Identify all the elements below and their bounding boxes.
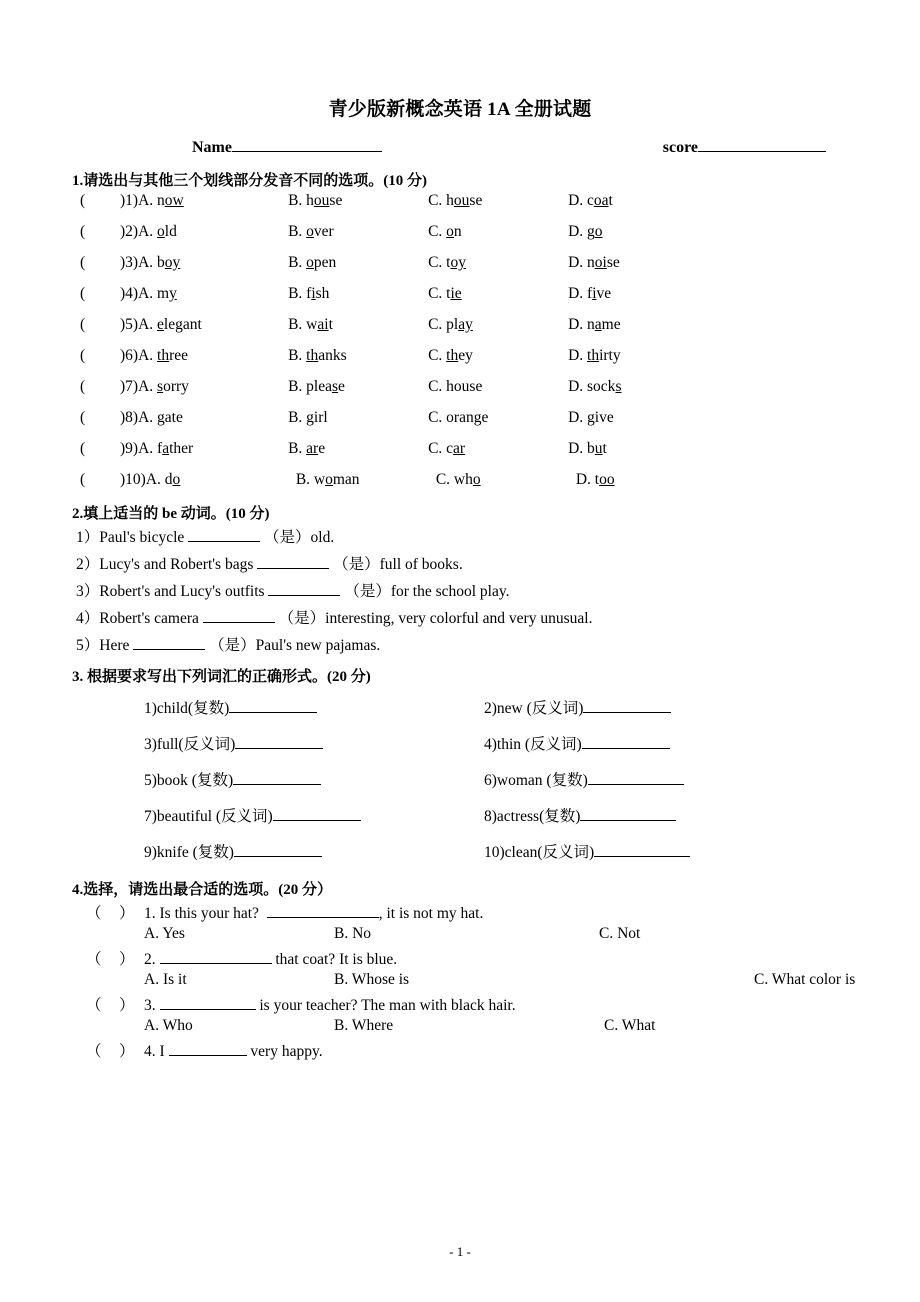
item-text-pre: Lucy's and Robert's bags — [99, 556, 258, 573]
option-d[interactable]: D. but — [568, 440, 607, 457]
answer-bracket[interactable]: （ ） — [86, 951, 136, 968]
answer-bracket[interactable]: ( — [80, 347, 86, 364]
fill-blank-item — [72, 579, 848, 601]
option-c[interactable]: C. Not — [599, 925, 641, 942]
question-number: )7) — [120, 378, 139, 395]
answer-blank[interactable] — [133, 649, 205, 650]
option-d[interactable]: D. coat — [568, 192, 613, 209]
answer-blank[interactable] — [583, 712, 671, 713]
question-text: 4. I very happy. — [144, 1043, 323, 1060]
choice-question — [72, 1039, 848, 1061]
question-row — [72, 409, 848, 427]
word-item-label: 2)new (反义词) — [484, 700, 584, 717]
answer-bracket[interactable]: ( — [80, 192, 86, 209]
answer-bracket[interactable]: （ ） — [86, 1043, 136, 1060]
option-b[interactable]: B. wait — [288, 316, 333, 333]
question-row — [72, 471, 848, 489]
section-1-heading: 1.请选出与其他三个划线部分发音不同的选项。(10 分) — [72, 173, 427, 189]
word-item-label: 5)book (复数) — [144, 772, 234, 789]
choice-options — [72, 925, 848, 943]
answer-bracket[interactable]: ( — [80, 471, 86, 488]
section-3-heading: 3. 根据要求写出下列词汇的正确形式。(20 分) — [72, 669, 371, 685]
answer-blank[interactable] — [229, 712, 317, 713]
option-b[interactable]: B. over — [288, 223, 334, 240]
answer-blank[interactable] — [203, 622, 275, 623]
option-c[interactable]: C. tie — [428, 285, 462, 302]
word-item-label: 6)woman (复数) — [484, 772, 588, 789]
choice-question — [72, 901, 848, 923]
word-item-label: 9)knife (复数) — [144, 844, 234, 861]
section-2-heading: 2.填上适当的 be 动词。(10 分) — [72, 506, 270, 522]
item-text-pre: Robert's camera — [99, 610, 203, 627]
question-row — [72, 316, 848, 334]
option-a[interactable]: A. my — [138, 285, 177, 302]
answer-bracket[interactable]: ( — [80, 409, 86, 426]
item-text-pre: Paul's bicycle — [99, 529, 189, 546]
word-item — [484, 840, 848, 862]
answer-blank[interactable] — [594, 856, 690, 857]
word-item — [484, 768, 848, 790]
answer-blank[interactable] — [235, 748, 323, 749]
answer-blank[interactable] — [580, 820, 676, 821]
option-c[interactable]: C. What color is — [754, 971, 856, 988]
option-d[interactable]: D. give — [568, 409, 614, 426]
option-a[interactable]: A. gate — [138, 409, 183, 426]
answer-bracket[interactable]: （ ） — [86, 997, 136, 1014]
answer-blank[interactable] — [268, 595, 340, 596]
word-item-label: 7)beautiful (反义词) — [144, 808, 273, 825]
question-number: )1) — [120, 192, 139, 209]
question-text: 1. Is this your hat? , it is not my hat. — [144, 905, 484, 922]
fill-blank-item — [72, 633, 848, 655]
answer-blank[interactable] — [234, 856, 322, 857]
word-item-label: 3)full(反义词) — [144, 736, 236, 753]
question-number: )4) — [120, 285, 139, 302]
word-item-label: 1)child(复数) — [144, 700, 230, 717]
option-d[interactable]: D. name — [568, 316, 621, 333]
word-item — [144, 804, 484, 826]
answer-blank[interactable] — [160, 963, 272, 964]
option-b[interactable]: B. woman — [295, 471, 360, 488]
answer-blank[interactable] — [169, 1055, 247, 1056]
word-item — [144, 768, 484, 790]
word-item-label: 10)clean(反义词) — [484, 844, 595, 861]
item-number: 5） — [76, 637, 100, 654]
page-title: 青少版新概念英语 1A 全册试题 — [328, 99, 592, 120]
option-b[interactable]: B. open — [288, 254, 337, 271]
option-a[interactable]: A. Yes — [144, 925, 185, 942]
option-a[interactable]: A. elegant — [138, 316, 202, 333]
answer-blank[interactable] — [588, 784, 684, 785]
question-row — [72, 378, 848, 396]
option-c[interactable]: C. house — [428, 378, 483, 395]
section-1-items — [72, 192, 848, 489]
question-number: )9) — [120, 440, 139, 457]
fill-blank-item — [72, 552, 848, 574]
answer-bracket[interactable]: ( — [80, 440, 86, 457]
option-b[interactable]: B. Where — [334, 1017, 394, 1034]
choice-question — [72, 947, 848, 969]
question-row — [72, 285, 848, 303]
option-d[interactable]: D. too — [575, 471, 615, 488]
word-item-label: 8)actress(复数) — [484, 808, 581, 825]
answer-blank[interactable] — [257, 568, 329, 569]
option-b[interactable]: B. are — [288, 440, 326, 457]
word-item — [144, 840, 484, 862]
question-row — [72, 192, 848, 210]
name-score-row — [72, 139, 848, 157]
question-number: )10) — [120, 471, 146, 488]
answer-blank[interactable] — [233, 784, 321, 785]
item-number: 4） — [76, 610, 100, 627]
section-4-heading: 4.选择，请选出最合适的选项。(20 分） — [72, 882, 332, 898]
page-footer: - 1 - — [449, 1244, 471, 1259]
answer-blank[interactable] — [160, 1009, 256, 1010]
option-d[interactable]: D. socks — [568, 378, 622, 395]
question-row — [72, 440, 848, 458]
section-3-items — [72, 696, 848, 862]
word-item — [484, 804, 848, 826]
answer-bracket[interactable]: ( — [80, 378, 86, 395]
fill-blank-item — [72, 525, 848, 547]
word-item-label: 4)thin (反义词) — [484, 736, 582, 753]
answer-blank[interactable] — [188, 541, 260, 542]
option-a[interactable]: A. do — [145, 471, 181, 488]
item-text-post: （是）full of books. — [329, 556, 463, 573]
option-a[interactable]: A. boy — [138, 254, 181, 271]
fill-blank-item — [72, 606, 848, 628]
option-c[interactable]: C. car — [428, 440, 466, 457]
score-field-label: score — [663, 139, 848, 157]
choice-options — [72, 971, 856, 989]
question-text: 3. is your teacher? The man with black hair. — [144, 997, 516, 1014]
option-d[interactable]: D. thirty — [568, 347, 621, 364]
answer-bracket[interactable]: （ ） — [86, 905, 136, 922]
question-number: )3) — [120, 254, 139, 271]
option-d[interactable]: D. noise — [568, 254, 620, 271]
option-b[interactable]: B. Whose is — [334, 971, 410, 988]
answer-blank[interactable] — [273, 820, 361, 821]
option-c[interactable]: C. toy — [428, 254, 466, 271]
item-text-post: （是）old. — [260, 529, 335, 546]
choice-options — [72, 1017, 848, 1035]
option-a[interactable]: A. old — [138, 223, 177, 240]
option-b[interactable]: B. house — [288, 192, 343, 209]
answer-bracket[interactable]: ( — [80, 316, 86, 333]
answer-bracket[interactable]: ( — [80, 254, 86, 271]
option-b[interactable]: B. fish — [288, 285, 330, 302]
question-row — [72, 347, 848, 365]
option-d[interactable]: D. go — [568, 223, 603, 240]
option-a[interactable]: A. three — [138, 347, 189, 364]
item-number: 2） — [76, 556, 100, 573]
item-text-post: （是）for the school play. — [340, 583, 510, 600]
word-item — [144, 696, 484, 718]
option-a[interactable]: A. father — [138, 440, 194, 457]
option-b[interactable]: B. please — [288, 378, 345, 395]
option-b[interactable]: B. thanks — [288, 347, 347, 364]
option-b[interactable]: B. girl — [288, 409, 328, 426]
item-text-post: （是）interesting, very colorful and very unusual. — [274, 610, 593, 627]
option-a[interactable]: A. Who — [144, 1017, 193, 1034]
option-c[interactable]: C. What — [604, 1017, 656, 1034]
option-a[interactable]: A. sorry — [138, 378, 189, 395]
option-a[interactable]: A. Is it — [144, 971, 187, 988]
option-b[interactable]: B. No — [334, 925, 372, 942]
word-item — [144, 732, 484, 754]
answer-blank[interactable] — [582, 748, 670, 749]
item-number: 3） — [76, 583, 100, 600]
question-number: )2) — [120, 223, 139, 240]
option-c[interactable]: C. play — [428, 316, 473, 333]
answer-bracket[interactable]: ( — [80, 285, 86, 302]
question-row — [72, 254, 848, 272]
question-number: )6) — [120, 347, 139, 364]
item-text-pre: Robert's and Lucy's outfits — [99, 583, 269, 600]
question-text: 2. that coat? It is blue. — [144, 951, 398, 968]
name-field-label: Name — [192, 139, 382, 157]
option-c[interactable]: C. they — [428, 347, 473, 364]
word-item — [484, 732, 848, 754]
option-c[interactable]: C. house — [428, 192, 483, 209]
question-number: )8) — [120, 409, 139, 426]
answer-blank[interactable] — [267, 917, 379, 918]
option-d[interactable]: D. five — [568, 285, 612, 302]
question-row — [72, 223, 848, 241]
word-item — [484, 696, 848, 718]
answer-bracket[interactable]: ( — [80, 223, 86, 240]
item-number: 1） — [76, 529, 100, 546]
option-c[interactable]: C. orange — [428, 409, 489, 426]
choice-question — [72, 993, 848, 1015]
option-a[interactable]: A. now — [138, 192, 184, 209]
item-text-pre: Here — [99, 637, 134, 654]
section-2-items — [72, 525, 848, 655]
option-c[interactable]: C. on — [428, 223, 462, 240]
question-number: )5) — [120, 316, 139, 333]
option-c[interactable]: C. who — [435, 471, 481, 488]
item-text-post: （是）Paul's new pajamas. — [205, 637, 381, 654]
section-4-items — [72, 901, 856, 1061]
